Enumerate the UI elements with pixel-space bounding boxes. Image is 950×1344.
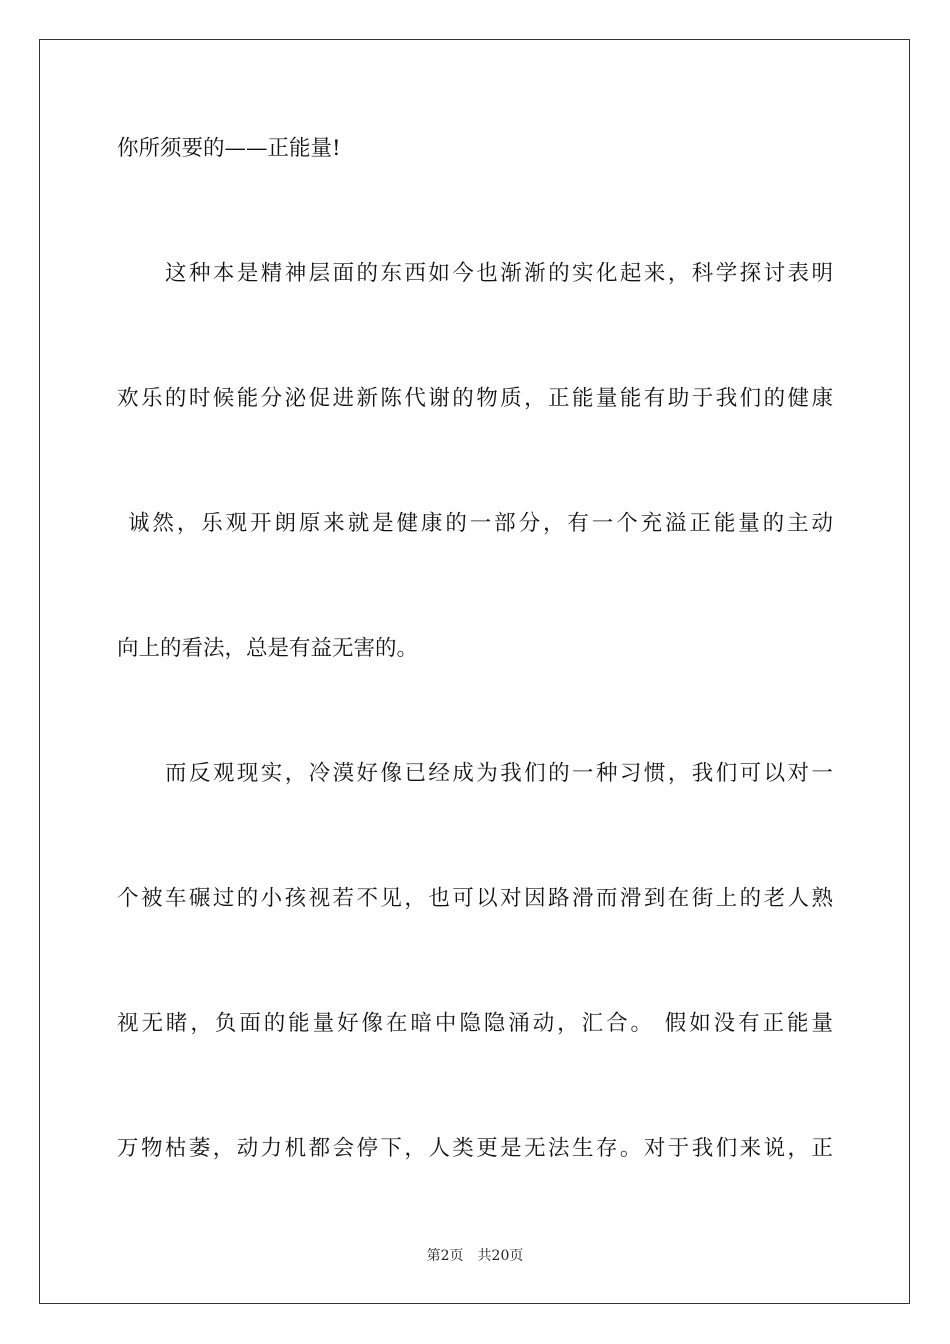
text-line-1: 你所须要的——正能量!	[117, 136, 341, 161]
text-line-3: 欢乐的时候能分泌促进新陈代谢的物质，正能量能有助于我们的健康	[117, 386, 833, 411]
page-footer	[0, 1247, 950, 1265]
page-border	[39, 39, 910, 1304]
text-line-6: 而反观现实，冷漠好像已经成为我们的一种习惯，我们可以对一	[165, 761, 833, 786]
text-line-2: 这种本是精神层面的东西如今也渐渐的实化起来，科学探讨表明	[165, 261, 833, 286]
text-line-5: 向上的看法，总是有益无害的。	[117, 636, 419, 661]
text-line-4: 诚然，乐观开朗原来就是健康的一部分，有一个充溢正能量的主动	[128, 511, 833, 536]
text-line-7: 个被车碾过的小孩视若不见，也可以对因路滑而滑到在街上的老人熟	[117, 886, 833, 911]
page-total: 共20页	[477, 1248, 524, 1264]
page-number: 第2页	[426, 1248, 464, 1264]
text-line-9: 万物枯萎，动力机都会停下，人类更是无法生存。对于我们来说，正	[117, 1136, 833, 1161]
text-line-8: 视无睹，负面的能量好像在暗中隐隐涌动，汇合。 假如没有正能量	[117, 1011, 833, 1036]
